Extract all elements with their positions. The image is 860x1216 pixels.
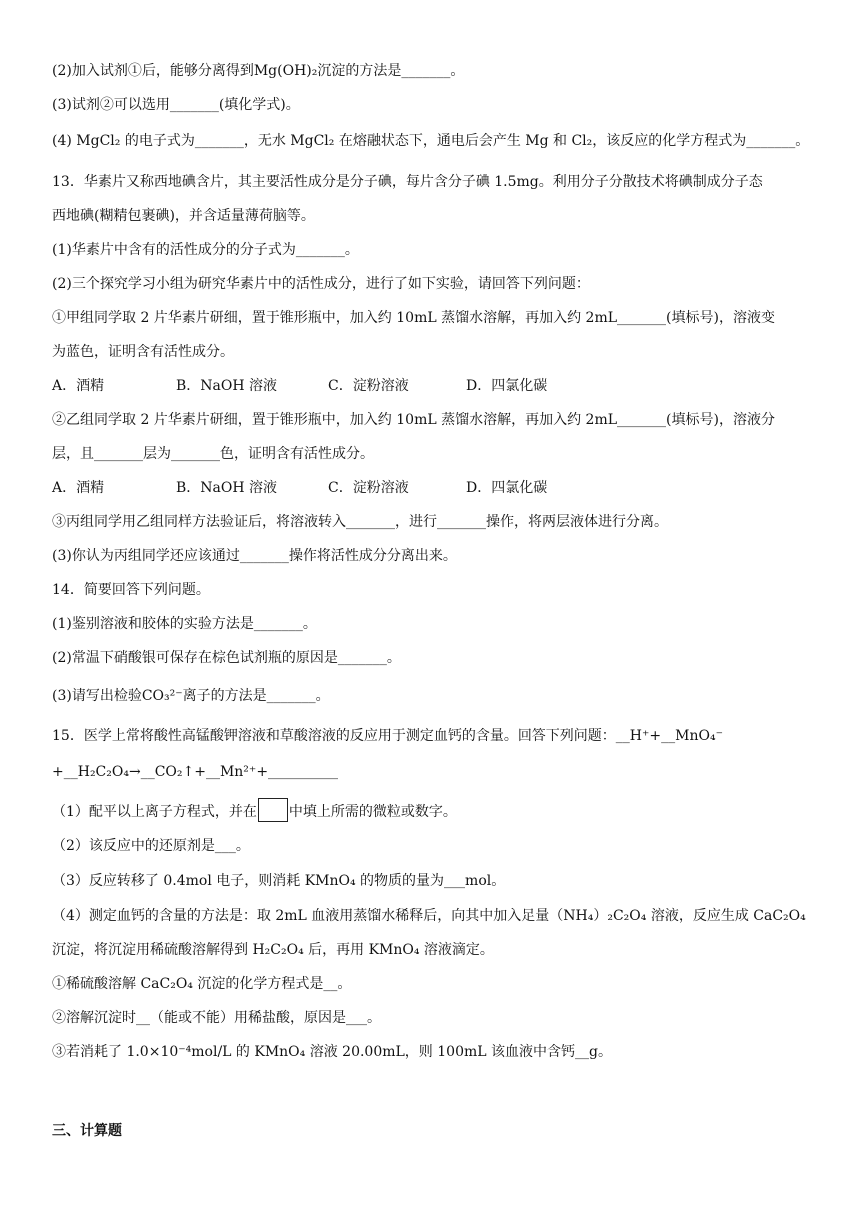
q15-part2: （2）该反应中的还原剂是___。 <box>52 838 250 854</box>
q15-part4-sub1: ①稀硫酸溶解 CaC₂O₄ 沉淀的化学方程式是__。 <box>52 976 352 992</box>
q12-part2: (2)加入试剂①后，能够分离得到Mg(OH)₂沉淀的方法是_______。 <box>52 63 465 79</box>
q13-part3: (3)你认为丙组同学还应该通过_______操作将活性成分分离出来。 <box>52 548 457 564</box>
q13-part1: (1)华素片中含有的活性成分的分子式为_______。 <box>52 242 359 258</box>
option-d: D．四氯化碳 <box>466 378 548 394</box>
q13-part2-b-1: ②乙组同学取 2 片华素片研细，置于锥形瓶中，加入约 10mL 蒸馏水溶解，再加入约 2mL_______(填标号)，溶液分 <box>52 412 775 428</box>
q15-stem-1: 15．医学上常将酸性高锰酸钾溶液和草酸溶液的反应用于测定血钙的含量。回答下列问题：__H⁺+__MnO₄⁻ <box>52 728 723 744</box>
q15-part1-before: （1）配平以上离子方程式，并在 <box>52 804 257 820</box>
q13-part2-c: ③丙组同学用乙组同样方法验证后，将溶液转入_______，进行_______操作，将两层液体进行分离。 <box>52 514 668 530</box>
q15-part1-after: 中填上所需的微粒或数字。 <box>288 804 457 820</box>
q13-part2-b-2: 层，且_______层为_______色，证明含有活性成分。 <box>52 446 374 462</box>
q12-part3: (3)试剂②可以选用_______(填化学式)。 <box>52 97 300 113</box>
q14-part2: (2)常温下硝酸银可保存在棕色试剂瓶的原因是_______。 <box>52 650 401 666</box>
q13-stem-1: 13．华素片又称西地碘含片，其主要活性成分是分子碘，每片含分子碘 1.5mg。利用分子分散技术将碘制成分子态 <box>52 174 763 190</box>
option-a: A．酒精 <box>52 378 105 394</box>
q15-equation: +__H₂C₂O₄→__CO₂↑+__Mn²⁺+__________ <box>52 764 339 780</box>
answer-box <box>258 798 288 822</box>
q15-part3: （3）反应转移了 0.4mol 电子，则消耗 KMnO₄ 的物质的量为___mol。 <box>52 873 506 889</box>
q14-part1: (1)鉴别溶液和胶体的实验方法是_______。 <box>52 616 317 632</box>
q15-part4-sub3: ③若消耗了 1.0×10⁻⁴mol/L 的 KMnO₄ 溶液 20.00mL，则 100mL 该血液中含钙__g。 <box>52 1044 612 1060</box>
option-d: D．四氯化碳 <box>466 480 548 496</box>
option-c: C．淀粉溶液 <box>328 378 409 394</box>
q13-part2-a-1: ①甲组同学取 2 片华素片研细，置于锥形瓶中，加入约 10mL 蒸馏水溶解，再加入约 2mL_______(填标号)，溶液变 <box>52 310 775 326</box>
option-b: B．NaOH 溶液 <box>176 480 278 496</box>
q14-stem: 14．简要回答下列问题。 <box>52 582 210 598</box>
q12-part4: (4) MgCl₂ 的电子式为_______，无水 MgCl₂ 在熔融状态下，通电后会产生 Mg 和 Cl₂，该反应的化学方程式为_______。 <box>52 133 810 149</box>
q13-part2-a-2: 为蓝色，证明含有活性成分。 <box>52 344 234 360</box>
option-b: B．NaOH 溶液 <box>176 378 278 394</box>
q13-part2: (2)三个探究学习小组为研究华素片中的活性成分，进行了如下实验，请回答下列问题： <box>52 276 590 292</box>
q15-part4-sub2: ②溶解沉淀时__（能或不能）用稀盐酸，原因是___。 <box>52 1010 381 1026</box>
q13-stem-2: 西地碘(糊精包裹碘)，并含适量薄荷脑等。 <box>52 208 315 224</box>
q15-part4-1: （4）测定血钙的含量的方法是：取 2mL 血液用蒸馏水稀释后，向其中加入足量（NH₄）₂C₂O₄ 溶液，反应生成 CaC₂O₄ <box>52 908 806 924</box>
q14-part3: (3)请写出检验CO₃²⁻离子的方法是_______。 <box>52 688 330 704</box>
option-a: A．酒精 <box>52 480 105 496</box>
option-c: C．淀粉溶液 <box>328 480 409 496</box>
q15-part1 <box>52 798 457 822</box>
q15-part4-2: 沉淀，将沉淀用稀硫酸溶解得到 H₂C₂O₄ 后，再用 KMnO₄ 溶液滴定。 <box>52 942 494 958</box>
section-title: 三、计算题 <box>52 1123 122 1139</box>
